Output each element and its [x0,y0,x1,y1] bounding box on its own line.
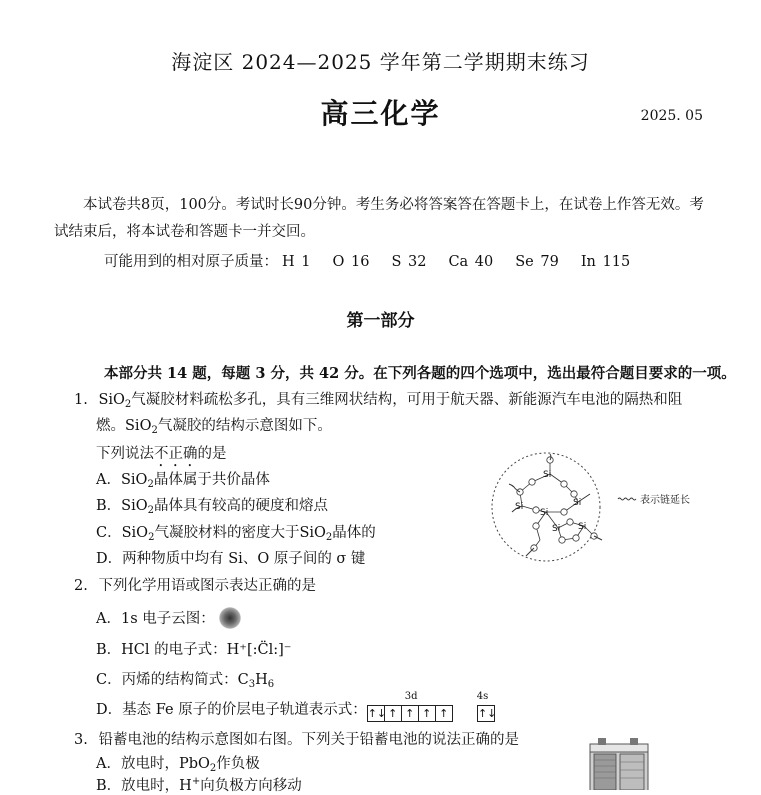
orbital-label-3d: 3d [404,691,418,702]
sio2-formula: SiO$_2$ [121,498,154,516]
question-2-stem [74,574,316,595]
option-sup: + [191,776,201,788]
option-text: 晶体属于共价晶体 [153,472,270,488]
orbital-box: ↑↓ [477,707,497,720]
q1-option-c[interactable] [96,521,376,543]
exam-header: 海淀区 2024—2025 学年第二学期期末练习 [171,50,590,74]
si-atom-label: Si [578,522,587,532]
sio2-aerogel-diagram [490,452,720,567]
atomic-masses-label: 可能用到的相对原子质量： [104,254,278,270]
pbo2-formula: PbO$_2$ [178,756,217,774]
option-text: 气凝胶材料的密度大于 [154,525,300,541]
option-letter: C． [96,525,122,541]
question-3-text: 铅蓄电池的结构示意图如右图。下列关于铅蓄电池的说法正确的是 [98,732,519,748]
question-1-stem-b2: 气凝胶的结构示意图如下。 [157,418,332,434]
question-1-ask-emph: 不正确 [154,446,198,462]
lead-battery-image [584,738,654,790]
question-1-line1 [74,388,682,410]
question-3-stem [74,728,519,749]
question-1-stem-b: 燃。 [96,418,125,434]
q1-option-a[interactable] [96,468,270,490]
exam-title: 高三化学 [320,97,441,130]
atomic-masses [104,250,652,271]
option-text: 两种物质中均有 Si、O 原子间的 σ 键 [122,551,366,567]
orbital-box: ↑ [418,705,436,722]
si-atom-label: Si [540,508,549,518]
orbital-diagram [367,691,497,722]
option-letter: B． [96,778,122,794]
exam-date: 2025. 05 [640,108,703,124]
option-text: 丙烯的结构简式： [121,672,238,688]
orbital-box: ↑ [401,705,419,722]
option-letter: C． [96,672,122,688]
question-1-number: 1. [74,392,88,408]
q3-option-a[interactable] [96,752,260,774]
sio2-formula: SiO$_2$ [120,472,154,490]
option-text-end: 作负极 [216,756,260,772]
question-1-ask-a: 下列说法 [96,446,154,462]
mass-h: H 1 [282,254,311,270]
mass-o: O 16 [332,254,370,270]
q1-option-b[interactable] [96,494,328,516]
si-atom-label: Si [515,502,524,512]
option-text-end: 向负极方向移动 [200,778,302,794]
option-letter: D． [96,702,123,718]
mass-se: Se 79 [515,254,559,270]
sio2-formula: SiO$_2$ [121,525,155,543]
question-3-number: 3. [74,732,88,748]
option-letter: A． [96,756,121,772]
sio2-formula: SiO$_2$ [299,525,333,543]
q1-option-d[interactable] [96,547,365,568]
si-atom-label: Si [552,524,561,534]
mass-s: S 32 [391,254,427,270]
option-text: HCl 的电子式： [121,642,227,658]
mass-ca: Ca 40 [448,254,494,270]
option-text: 1s 电子云图： [120,611,215,627]
question-1-ask [96,442,227,470]
option-letter: B． [96,498,122,514]
option-text: 晶体具有较高的硬度和熔点 [154,498,328,514]
q2-option-d[interactable] [96,691,497,722]
mass-in: In 115 [580,254,631,270]
option-letter: A． [96,611,121,627]
option-text-end: 晶体的 [332,525,376,541]
option-text: 放电时， [120,756,179,772]
option-text: 放电时，H [121,778,192,794]
electron-cloud-icon [219,607,241,629]
sio2-formula: SiO$_2$ [98,392,132,410]
si-atom-label: Si [543,470,552,480]
orbital-box: ↑↓ [367,707,387,720]
orbital-box: ↑ [384,705,402,722]
option-text: 基态 Fe 原子的价层电子轨道表示式： [122,702,367,718]
question-1-ask-c: 的是 [197,446,227,462]
sio2-formula: SiO$_2$ [125,418,158,436]
orbital-label-4s: 4s [476,691,489,702]
question-1-stem: 气凝胶材料疏松多孔，具有三维网状结构，可用于航天器、新能源汽车电池的隔热和阻 [131,392,683,408]
question-2-number: 2. [74,578,88,594]
electron-formula: H⁺[:C̈l:]⁻ [226,642,292,658]
diagram-legend: 表示链延长 [640,495,690,506]
q2-option-a[interactable] [96,607,241,629]
question-1-line2 [96,414,332,436]
si-atom-label: Si [573,498,582,508]
option-letter: B． [96,642,122,658]
q2-option-b[interactable] [96,638,291,659]
question-2-text: 下列化学用语或图示表达正确的是 [98,578,316,594]
exam-instructions: 本试卷共8页，100分。考试时长90分钟。考生务必将答案答在答题卡上，在试卷上作答无效。考试结束后，将本试卷和答题卡一并交回。 [54,197,704,240]
q2-option-c[interactable] [96,668,274,690]
orbital-box: ↑ [435,705,453,722]
option-letter: A． [96,472,121,488]
option-letter: D． [96,551,123,567]
part-title: 第一部分 [346,311,415,331]
q3-option-b[interactable] [96,774,302,795]
propene-formula: $C_3H_6$ [237,672,275,690]
part-instruction: 本部分共 14 题，每题 3 分，共 42 分。在下列各题的四个选项中，选出最符合题目要求的一项。 [104,365,736,382]
